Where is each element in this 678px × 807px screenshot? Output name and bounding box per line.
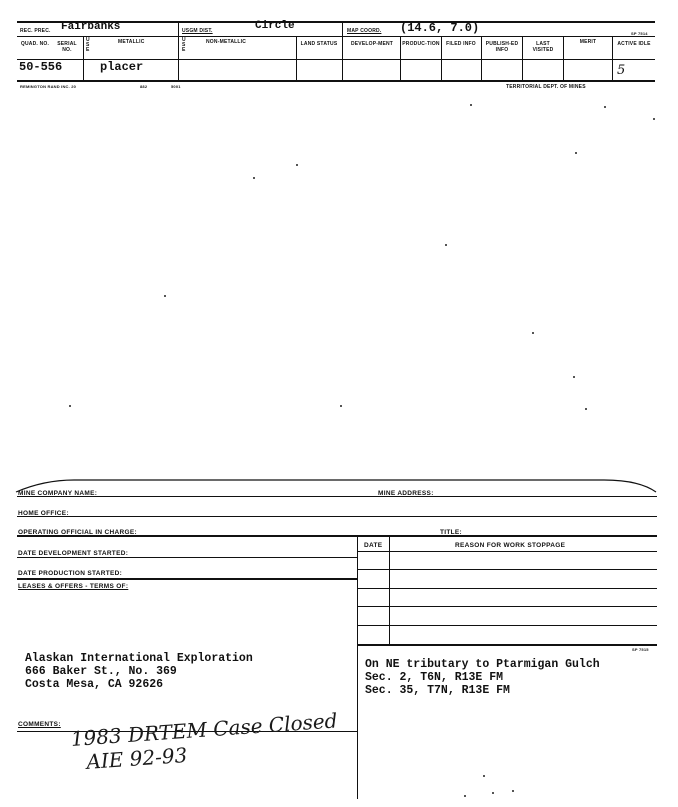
handwriting-line-1: 1983 DRTEM Case Closed <box>70 708 339 751</box>
col-quad-no: QUAD. NO. <box>20 41 50 47</box>
location-line-3: Sec. 35, T7N, R13E FM <box>365 684 510 697</box>
title-label: TITLE: <box>440 529 463 536</box>
mine-address-label: MINE ADDRESS: <box>378 490 434 497</box>
printer-text: REMINGTON RAND INC. 20 <box>20 84 77 89</box>
rec-prec-label: REC. PREC. <box>20 28 51 34</box>
address-line-1: Alaskan International Exploration <box>25 652 253 665</box>
operating-official-label: OPERATING OFFICIAL IN CHARGE: <box>18 529 137 536</box>
rec-prec-value: Fairbanks <box>61 21 121 33</box>
card-top-curve <box>14 474 658 494</box>
active-mark: 5 <box>617 63 626 78</box>
coord-value: (14.6, 7.0) <box>400 21 480 35</box>
code-a: 882 <box>140 84 148 89</box>
col-development: DEVELOP-MENT <box>350 41 394 47</box>
reason-column-label: REASON FOR WORK STOPPAGE <box>455 542 566 549</box>
form-number-top: SP 7514 <box>631 31 648 36</box>
address-line-3: Costa Mesa, CA 92626 <box>25 678 164 691</box>
coord-label: MAP COORD. <box>347 28 382 34</box>
code-b: 5001 <box>171 84 181 89</box>
location-line-2: Sec. 2, T6N, R13E FM <box>365 671 504 684</box>
usgm-dist-value: Circle <box>255 20 295 32</box>
col-merit: MERIT <box>579 39 597 45</box>
metallic-value: placer <box>100 60 144 74</box>
owner-address <box>25 652 253 691</box>
address-line-2: 666 Baker St., No. 369 <box>25 665 177 678</box>
col-use-letters-2: U S E <box>182 37 186 53</box>
mine-company-label: MINE COMPANY NAME: <box>18 490 98 497</box>
location-description <box>365 658 600 697</box>
form-number-bottom: SP 7515 <box>632 647 649 652</box>
quad-serial-value: 50-556 <box>19 60 63 74</box>
handwritten-comments <box>70 708 340 775</box>
prod-started-label: DATE PRODUCTION STARTED: <box>18 570 123 577</box>
col-use-letters: U S E <box>86 37 90 53</box>
home-office-label: HOME OFFICE: <box>18 510 69 517</box>
date-column-label: DATE <box>364 542 383 549</box>
col-non-metallic: NON-METALLIC <box>206 39 247 45</box>
col-active-idle: ACTIVE IDLE <box>617 41 651 47</box>
usgm-dist-label: USGM DIST. <box>182 28 213 34</box>
location-line-1: On NE tributary to Ptarmigan Gulch <box>365 658 600 671</box>
col-last-visited: LAST VISITED <box>532 41 554 53</box>
department-text: TERRITORIAL DEPT. OF MINES <box>506 84 586 90</box>
col-production: PRODUC-TION <box>402 41 440 47</box>
col-metallic: METALLIC <box>118 39 145 45</box>
col-filed-info: FILED INFO <box>446 41 476 47</box>
dev-started-label: DATE DEVELOPMENT STARTED: <box>18 550 129 557</box>
comments-label: COMMENTS: <box>18 721 61 728</box>
col-published-info: PUBLISH-ED INFO <box>485 41 519 53</box>
col-serial-no: SERIAL NO. <box>57 41 77 53</box>
col-land-status: LAND STATUS <box>300 41 338 47</box>
handwriting-line-2: AIE 92-93 <box>85 742 189 774</box>
leases-label: LEASES & OFFERS - TERMS OF: <box>18 583 129 590</box>
